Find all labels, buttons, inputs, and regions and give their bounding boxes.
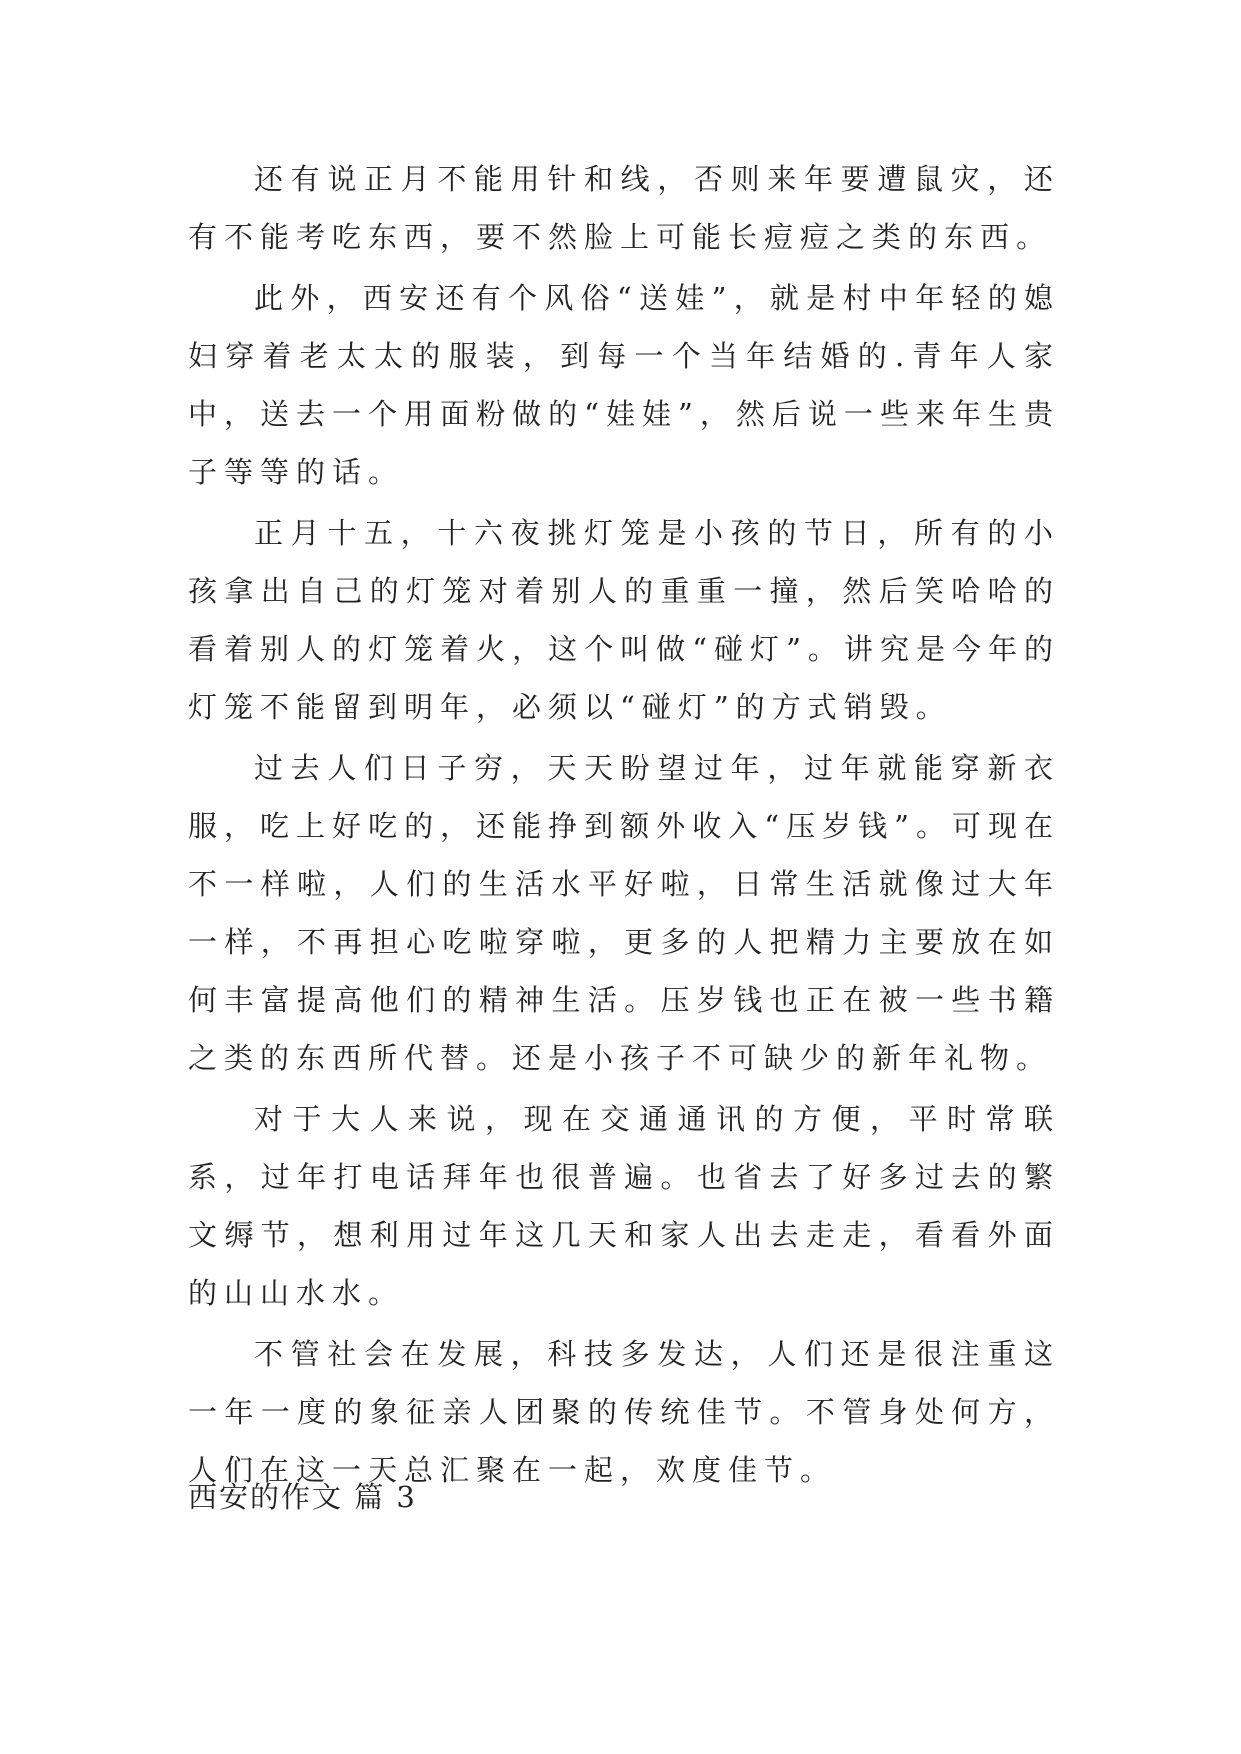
section-heading: 西安的作文 篇 3 (188, 1480, 417, 1514)
document-body (188, 150, 1060, 1502)
paragraph-3: 正月十五，十六夜挑灯笼是小孩的节日，所有的小孩拿出自己的灯笼对着别人的重重一撞，然后笑哈哈的看着别人的灯笼着火，这个叫做“碰灯”。讲究是今年的灯笼不能留到明年，必须以“碰灯”的方式销毁。 (188, 516, 1060, 724)
paragraph-2: 此外，西安还有个风俗“送娃”，就是村中年轻的媳妇穿着老太太的服装，到每一个当年结婚的.青年人家中，送去一个用面粉做的“娃娃”，然后说一些来年生贵子等等的话。 (188, 281, 1060, 489)
paragraph-4: 过去人们日子穷，天天盼望过年，过年就能穿新衣服，吃上好吃的，还能挣到额外收入“压岁钱”。可现在不一样啦，人们的生活水平好啦，日常生活就像过大年一样，不再担心吃啦穿啦，更多的人把精力主要放在如何丰富提高他们的精神生活。压岁钱也正在被一些书籍之类的东西所代替。还是小孩子不可缺少的新年礼物。 (188, 751, 1060, 1075)
paragraph-1: 还有说正月不能用针和线，否则来年要遭鼠灾，还有不能考吃东西，要不然脸上可能长痘痘之类的东西。 (188, 162, 1060, 254)
paragraph-5: 对于大人来说，现在交通通讯的方便，平时常联系，过年打电话拜年也很普遍。也省去了好多过去的繁文缛节，想利用过年这几天和家人出去走走，看看外面的山山水水。 (188, 1102, 1060, 1310)
paragraph-6: 不管社会在发展，科技多发达，人们还是很注重这一年一度的象征亲人团聚的传统佳节。不管身处何方，人们在这一天总汇聚在一起，欢度佳节。 (188, 1337, 1060, 1487)
